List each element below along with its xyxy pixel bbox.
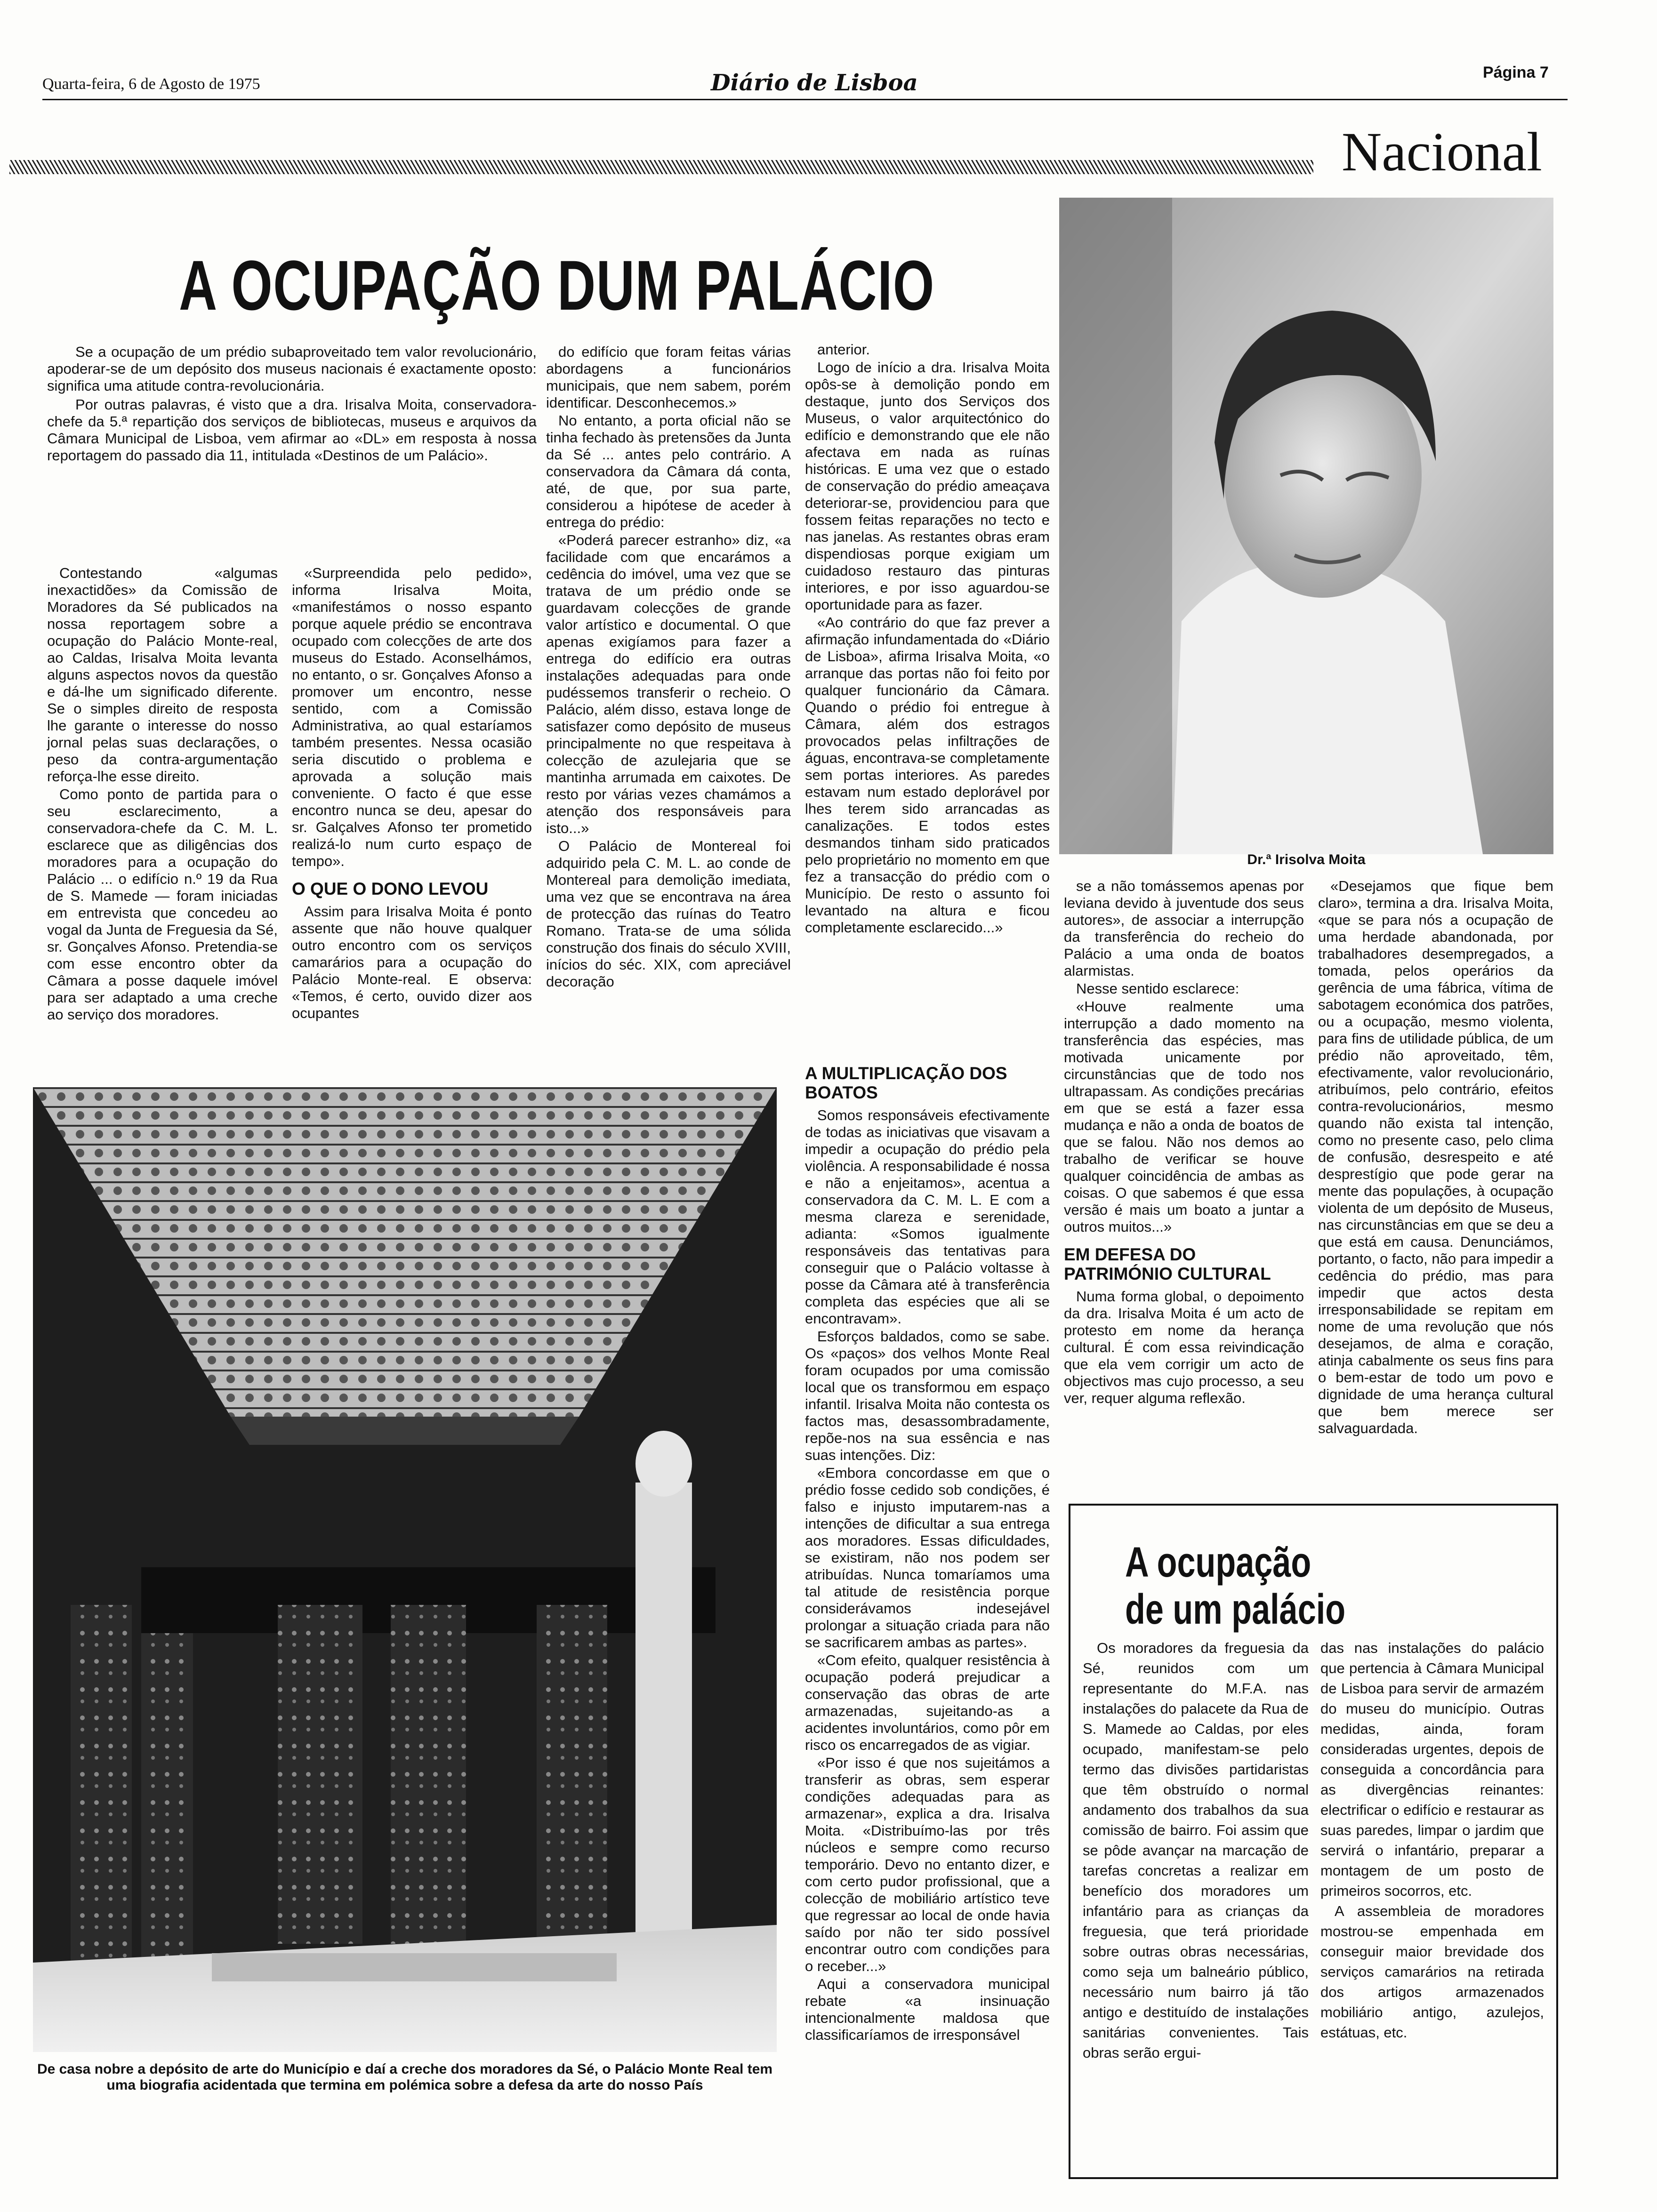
paragraph: Numa forma global, o depoimento da dra. Irisalva Moita é um acto de protesto em nome da herança cultural. É com essa reivindicação que ela vem corrigir um acto de objectivos mas cujo processo, a seu ver, requer alguma reflexão. [1064,1288,1304,1406]
paragraph: Contestando «algumas inexactidões» da Comissão de Moradores da Sé publicados na nossa reportagem sobre a ocupação do Palácio Monte-real, ao Caldas, Irisalva Moita levanta alguns aspectos novos da questão e dá-lhe um significado diferente. Se o simples direito de resposta lhe garante o interesse do nosso jornal pelas suas declarações, o peso da contra-argumentação reforça-lhe esse direito. [47,565,278,785]
paragraph: Logo de início a dra. Irisalva Moita opôs-se à demolição pondo em destaque, junto dos Serviços dos Museus, o valor arquitectónico do edifício e demonstrando que ele não afectava em nada as ruínas históricas. E uma vez que o estado de conservação do prédio ameaçava deteriorar-se, providenciou para que fossem feitas reparações no tecto e nas janelas. As restantes obras eram dispendiosas porque exigiam um cuidadoso restauro das pinturas interiores, e por isso aguardou-se oportunidade para as fazer. [805,359,1050,613]
portrait-photo [1059,198,1553,854]
paragraph: «Poderá parecer estranho» diz, «a facilidade com que encarámos a cedência do imóvel, uma vez que se tratava de um prédio onde se guardavam colecções de grande valor artístico e documental. O que apenas exigíamos para fazer a entrega do edifício era outras instalações adequadas para onde pudéssemos transferir o recheio. O Palácio, além disso, estava longe de satisfazer como depósito de museus principalmente no que respeitava à colecção de azulejaria que se mantinha arrumada em caixotes. De resto por várias vezes chamámos a atenção dos responsáveis para isto...» [546,532,791,836]
paragraph: Aqui a conservadora municipal rebate «a insinuação intencionalmente maldosa que classificaríamos de irresponsável [805,1976,1050,2043]
paragraph: A assembleia de moradores mostrou-se empenhada em conseguir maior brevidade dos serviços camarários na retirada dos artigos armazenados mobiliário antigo, azulejos, estátuas, etc. [1320,1903,1544,2041]
subheading: A MULTIPLICAÇÃO DOS BOATOS [805,1064,1007,1102]
article-column-4-continued [805,1054,1050,2044]
sidebar-column-2 [1320,1638,1544,2043]
header-rule [42,99,1568,100]
article-column-2 [292,565,532,1023]
paragraph: No entanto, a porta oficial não se tinha fechado às pretensões da Junta da Sé ... antes pelo contrário. A conservadora da Câmara dá conta, até, de que, por sua parte, considerou a hipótese de aceder à entrega do prédio: [546,412,791,530]
headline: A OCUPAÇÃO DUM PALÁCIO [179,246,935,325]
issue-date: Quarta-feira, 6 de Agosto de 1975 [42,75,260,93]
page-number: Página 7 [1483,64,1549,81]
paragraph: O Palácio de Montereal foi adquirido pela C. M. L. ao conde de Montereal para demolição imediata, uma vez que se encontrava na área de protecção das ruínas do Teatro Romano. Trata-se de uma sólida construção dos finais do século XVIII, inícios do séc. XIX, com apreciável decoração [546,838,791,990]
palace-interior-photo [33,1087,777,2052]
article-column-3 [546,344,791,991]
paragraph: anterior. [817,341,870,358]
paragraph: «Houve realmente uma interrupção a dado momento na transferência das espécies, mas motivada unicamente por circunstâncias que de todo nos ultrapassam. As condições precárias em que se está a fazer essa mudança e não a onda de boatos de que se falou. Não nos demos ao trabalho de verificar se houve qualquer coincidência de ambas as coisas. O que sabemos é que essa versão é mais um boato a juntar a outros muitos...» [1064,998,1304,1235]
paragraph: Esforços baldados, como se sabe. Os «paços» dos velhos Monte Real foram ocupados por uma comissão local que os transformou em espaço infantil. Irisalva Moita não contesta os factos mas, desassombradamente, repõe-nos na sua essência e nas suas intenções. Diz: [805,1328,1050,1463]
paragraph: Assim para Irisalva Moita é ponto assente que não houve qualquer outro encontro com os serviços camarários para a ocupação do Palácio Monte-real. E observa: «Temos, é certo, ouvido dizer aos ocupantes [292,903,532,1021]
article-column-6 [1318,878,1553,1438]
lead-paragraph: Por outras palavras, é visto que a dra. Irisalva Moita, conservadora-chefe da 5.ª repartição dos serviços de bibliotecas, museus e arquivos da Câmara Municipal de Lisboa, vem afirmar ao «DL» em resposta à nossa reportagem do passado dia 11, intitulada «Destinos de um Palácio». [47,396,537,464]
paragraph: «Embora concordasse em que o prédio fosse cedido sob condições, é falso e injusto imputarem-nas a intenções de dificultar a sua entrega aos moradores. Essas dificuldades, se existiram, não nos podem ser atribuídas. Nunca tomaríamos uma tal atitude de resistência porque considerávamos indesejável prolongar a situação criada para não se sacrificarem ambas as partes». [805,1465,1050,1651]
paragraph: do edifício que foram feitas várias abordagens a funcionários municipais, que nem sabem, porém identificar. Desconhecemos.» [546,344,791,411]
lead-paragraph: Se a ocupação de um prédio subaproveitado tem valor revolucionário, apoderar-se de um depósito dos museus nacionais é exactamente oposto: significa uma atitude contra-revolucionária. [47,344,537,394]
article-column-4 [805,341,1050,937]
paragraph: «Surpreendida pelo pedido», informa Irisalva Moita, «manifestámos o nosso espanto porque aquele prédio se encontrava ocupado com colecções de arte dos museus do Estado. Aconselhámos, no entanto, o sr. Gonçalves Afonso a promover um encontro, nesse sentido, com a Comissão Administrativa, ao qual estaríamos também presentes. Nessa ocasião seria discutido o problema e aprovada a solução mais conveniente. O facto é que esse encontro nunca se deu, apesar do sr. Galçalves Afonso ter prometido realizá-lo num curto espaço de tempo». [292,565,532,869]
portrait-caption: Dr.ª Irisolva Moita [1247,852,1366,867]
paragraph: «Por isso é que nos sujeitámos a transferir as obras, sem esperar condições adequadas para as armazenar», explica a dra. Irisalva Moita. «Distribuímo-las por três núcleos e sempre como recurso temporário. Devo no entanto dizer, e com certo pudor profissional, que a colecção de mobiliário artístico teve que regressar ao local de onde havia saído por não ter sido possível encontrar outro com condições para o receber...» [805,1755,1050,1974]
paragraph: «Com efeito, qualquer resistência à ocupação poderá prejudicar a conservação das obras de arte armazenadas, sujeitando-as a acidentes involuntários, como pôr em risco os encarregados de as vigiar. [805,1652,1050,1753]
sidebar-article-title [1125,1539,1345,1633]
sidebar-column-1 [1083,1638,1309,2063]
paragraph: Somos responsáveis efectivamente de todas as iniciativas que visavam a impedir a ocupação do prédio pela violência. A responsabilidade é nossa e não a enjeitamos», acentua a conservadora da C. M. L. E com a mesma clareza e serenidade, adianta: «Somos igualmente responsáveis das tentativas para conseguir que o Palácio voltasse à posse da Câmara até à transferência completa das espécies que ali se encontravam». [805,1107,1050,1327]
subheading: EM DEFESA DO PATRIMÓNIO CULTURAL [1064,1245,1271,1283]
interior-photo-caption: De casa nobre a depósito de arte do Município e daí a creche dos moradores da Sé, o Palácio Monte Real tem uma biografia acidentada que termina em polémica sobre a defesa da arte do nosso País [37,2061,773,2093]
paragraph: «Ao contrário do que faz prever a afirmação infundamentada do «Diário de Lisboa», afirma Irisalva Moita, «o arranque das portas não foi feito por qualquer funcionário da Câmara. Quando o prédio foi entregue à Câmara, além dos estragos provocados pelas infiltrações de águas, encontrava-se completamente sem portas interiores. As paredes estavam num estado deplorável por lhes terem sido arrancadas as canalizações. E todos estes desmandos tinham sido praticados pelo proprietário no momento em que fez a transacção do prédio com o Município. De resto o assunto foi levantado na altura e ficou completamente esclarecido...» [805,614,1050,936]
sidebar-title-line: A ocupação [1125,1539,1311,1586]
sidebar-title-line: de um palácio [1125,1586,1346,1633]
paragraph: Nesse sentido esclarece: [1076,980,1239,997]
article-column-1 [47,565,278,1024]
lead-text [47,344,537,466]
paragraph: Os moradores da freguesia da Sé, reunidos com um representante do M.F.A. nas instalações do palacete da Rua de S. Mamede ao Caldas, por eles ocupado, manifestam-se pelo termo das divisões partidaristas que têm obstruído o normal andamento dos trabalhos da sua comissão de bairro. Foi assim que se pôde avançar na marcação de tarefas concretas a realizar em benefício dos moradores um infantário para as crianças da freguesia, que terá prioridade sobre outras obras necessárias, como seja um balneário público, necessário num bairro já tão antigo e destituído de instalações sanitárias convenientes. Tais obras serão ergui- [1083,1640,1309,2061]
section-hatch-bar [9,160,1313,174]
article-column-5 [1064,878,1304,1408]
paragraph: se a não tomássemos apenas por leviana devido à juventude dos seus autores», de associar a interrupção da transferência do recheio do Palácio a uma onda de boatos alarmistas. [1064,878,1304,979]
paragraph: das nas instalações do palácio que pertencia à Câmara Municipal de Lisboa para servir de armazém do museu do município. Outras medidas, ainda, foram consideradas urgentes, depois de conseguida a concordância para as divergências reinantes: electrificar o edifício e restaurar as suas paredes, limpar o jardim que servirá o infantário, preparar a montagem de um posto de primeiros socorros, etc. [1320,1640,1544,1899]
paragraph: «Desejamos que fique bem claro», termina a dra. Irisalva Moita, «que se para nós a ocupação de uma herdade abandonada, por trabalhadores desempregados, a tomada, pelos operários da gerência de uma fábrica, vítima de sabotagem económica dos patrões, ou a ocupação, mesmo violenta, para fins de utilidade pública, de um prédio não aproveitado, têm, efectivamente, valor revolucionário, atribuímos, pelo contrário, efeitos contra-revolucionários, mesmo quando não exista tal intenção, como no presente caso, pelo clima de confusão, desrespeito e até desprestígio que pode gerar na mente das populações, à ocupação violenta de um depósito de Museus, nas circunstâncias em que se deu a que está em causa. Denunciámos, portanto, o facto, não para impedir a cedência do prédio, mas para impedir que actos desta irresponsabilidade se repitam em nome de uma revolução que nós desejamos, de alma e coração, atinja cabalmente os seus fins para o bem-estar de todo um povo e dignidade de uma herança cultural que bem merece ser salvaguardada. [1318,878,1553,1436]
subheading: O QUE O DONO LEVOU [292,879,489,898]
masthead: Diário de Lisboa [711,70,918,96]
paragraph: Como ponto de partida para o seu esclarecimento, a conservadora-chefe da C. M. L. esclarece que as diligências dos moradores para a ocupação do Palácio ... o edifício n.º 19 da Rua de S. Mamede — foram iniciadas em entrevista que concedeu ao vogal da Junta de Freguesia da Sé, sr. Gonçalves Afonso. Pretendia-se com esse encontro obter da Câmara a posse daquele imóvel para ser adaptado a uma creche ao serviço dos moradores. [47,786,278,1023]
section-title: Nacional [1342,121,1542,183]
